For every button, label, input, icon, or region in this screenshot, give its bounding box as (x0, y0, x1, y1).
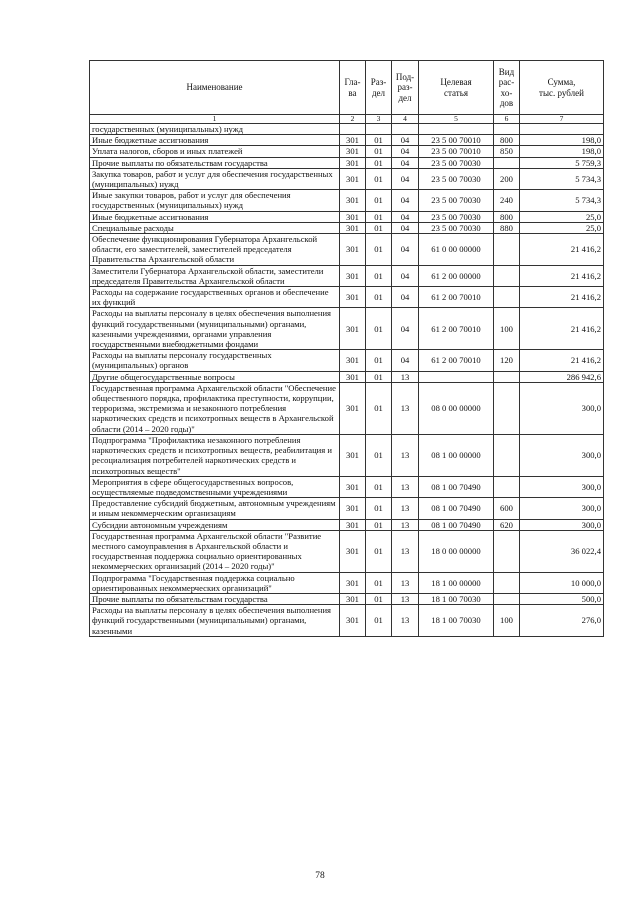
column-number: 5 (419, 115, 494, 124)
table-row (90, 287, 604, 308)
row-podrazdel: 13 (392, 382, 419, 434)
row-name: Закупка товаров, работ и услуг для обеспечения государственных (муниципальных) нужд (90, 168, 340, 189)
row-summa: 5 734,3 (520, 168, 604, 189)
row-glava: 301 (340, 168, 366, 189)
row-celevaya: 08 1 00 00000 (419, 434, 494, 476)
row-razdel: 01 (366, 350, 392, 371)
row-podrazdel: 04 (392, 190, 419, 211)
row-vid (494, 434, 520, 476)
row-razdel: 01 (366, 498, 392, 519)
row-glava: 301 (340, 593, 366, 604)
row-celevaya: 23 5 00 70030 (419, 168, 494, 189)
row-celevaya: 23 5 00 70030 (419, 222, 494, 233)
row-summa: 36 022,4 (520, 530, 604, 572)
row-razdel: 01 (366, 234, 392, 266)
row-glava: 301 (340, 382, 366, 434)
row-razdel: 01 (366, 605, 392, 637)
table-row (90, 350, 604, 371)
row-vid (494, 287, 520, 308)
table-row (90, 498, 604, 519)
row-celevaya: 23 5 00 70030 (419, 190, 494, 211)
row-glava: 301 (340, 350, 366, 371)
column-number: 3 (366, 115, 392, 124)
row-podrazdel: 04 (392, 265, 419, 286)
row-razdel: 01 (366, 572, 392, 593)
header-razdel-text: Раз- дел (370, 77, 387, 98)
row-razdel: 01 (366, 519, 392, 530)
header-podrazdel-text: Под- раз- дел (395, 71, 415, 103)
table-header-row (90, 61, 604, 115)
row-celevaya: 18 0 00 00000 (419, 530, 494, 572)
row-podrazdel: 13 (392, 593, 419, 604)
row-celevaya: 61 2 00 70010 (419, 287, 494, 308)
row-podrazdel: 04 (392, 168, 419, 189)
row-vid: 100 (494, 308, 520, 350)
row-celevaya: 61 0 00 00000 (419, 234, 494, 266)
row-vid: 850 (494, 146, 520, 157)
row-summa: 21 416,2 (520, 287, 604, 308)
header-summa-text: Сумма, тыс. рублей (539, 77, 584, 98)
row-razdel: 01 (366, 434, 392, 476)
row-glava: 301 (340, 371, 366, 382)
row-celevaya: 61 2 00 70010 (419, 308, 494, 350)
row-summa: 25,0 (520, 211, 604, 222)
row-vid: 800 (494, 211, 520, 222)
row-summa: 21 416,2 (520, 350, 604, 371)
header-celevaya-text: Целевая статья (440, 77, 472, 98)
row-summa: 21 416,2 (520, 234, 604, 266)
row-celevaya: 23 5 00 70010 (419, 135, 494, 146)
row-podrazdel: 04 (392, 287, 419, 308)
row-name: Государственная программа Архангельской области "Развитие местного самоуправления в Архангельской области и государственная поддержка социально ориентированных некоммерческих организаций (2014 – 2020 годы)" (90, 530, 340, 572)
row-podrazdel: 04 (392, 211, 419, 222)
row-razdel: 01 (366, 287, 392, 308)
header-podrazdel (392, 61, 419, 115)
row-name: Мероприятия в сфере общегосударственных вопросов, осуществляемые подведомственными учреждениями (90, 476, 340, 497)
row-vid (494, 530, 520, 572)
header-vid (494, 61, 520, 115)
row-name: Уплата налогов, сборов и иных платежей (90, 146, 340, 157)
table-row (90, 190, 604, 211)
row-razdel: 01 (366, 168, 392, 189)
table-row (90, 572, 604, 593)
table-row (90, 234, 604, 266)
row-podrazdel: 13 (392, 371, 419, 382)
table-row (90, 371, 604, 382)
row-vid (494, 234, 520, 266)
row-glava: 301 (340, 572, 366, 593)
row-glava: 301 (340, 135, 366, 146)
row-name: Иные бюджетные ассигнования (90, 135, 340, 146)
row-celevaya: 08 1 00 70490 (419, 498, 494, 519)
row-vid (494, 371, 520, 382)
row-razdel: 01 (366, 476, 392, 497)
row-summa: 300,0 (520, 519, 604, 530)
table-row (90, 146, 604, 157)
row-razdel (366, 124, 392, 135)
row-summa: 300,0 (520, 382, 604, 434)
row-razdel: 01 (366, 593, 392, 604)
row-podrazdel: 13 (392, 434, 419, 476)
row-name: Государственная программа Архангельской области "Обеспечение общественного порядка, профилактика преступности, коррупции, терроризма, экстремизма и незаконного потребления наркотических средств и психотропных веществ в Архангельской области (2014 – 2020 годы)" (90, 382, 340, 434)
row-glava: 301 (340, 222, 366, 233)
row-summa: 286 942,6 (520, 371, 604, 382)
row-summa (520, 124, 604, 135)
row-razdel: 01 (366, 135, 392, 146)
row-name: Расходы на выплаты персоналу в целях обеспечения выполнения функций государственными (муниципальными) органами, казенными (90, 605, 340, 637)
row-glava: 301 (340, 308, 366, 350)
row-razdel: 01 (366, 222, 392, 233)
row-name: государственных (муниципальных) нужд (90, 124, 340, 135)
row-celevaya: 18 1 00 70030 (419, 593, 494, 604)
header-name: Наименование (90, 61, 340, 115)
table-row (90, 605, 604, 637)
row-name: Подпрограмма "Государственная поддержка социально ориентированных некоммерческих организаций" (90, 572, 340, 593)
row-celevaya: 61 2 00 00000 (419, 265, 494, 286)
row-name: Специальные расходы (90, 222, 340, 233)
table-row (90, 124, 604, 135)
row-glava: 301 (340, 434, 366, 476)
row-podrazdel: 13 (392, 519, 419, 530)
row-glava: 301 (340, 287, 366, 308)
row-razdel: 01 (366, 211, 392, 222)
table-body (90, 124, 604, 637)
row-glava: 301 (340, 605, 366, 637)
table-row (90, 157, 604, 168)
row-glava: 301 (340, 234, 366, 266)
row-glava: 301 (340, 265, 366, 286)
table-row (90, 434, 604, 476)
table-row (90, 135, 604, 146)
row-summa: 300,0 (520, 498, 604, 519)
row-vid: 880 (494, 222, 520, 233)
row-celevaya: 23 5 00 70010 (419, 146, 494, 157)
row-name: Расходы на выплаты персоналу государственных (муниципальных) органов (90, 350, 340, 371)
row-glava: 301 (340, 498, 366, 519)
table-row (90, 308, 604, 350)
row-name: Субсидии автономным учреждениям (90, 519, 340, 530)
row-vid: 200 (494, 168, 520, 189)
row-celevaya (419, 124, 494, 135)
row-podrazdel: 04 (392, 157, 419, 168)
header-glava (340, 61, 366, 115)
column-number: 2 (340, 115, 366, 124)
row-name: Прочие выплаты по обязательствам государства (90, 593, 340, 604)
row-celevaya (419, 371, 494, 382)
table-row (90, 265, 604, 286)
row-vid: 620 (494, 519, 520, 530)
table-row (90, 530, 604, 572)
row-vid: 100 (494, 605, 520, 637)
table-row (90, 222, 604, 233)
column-number: 7 (520, 115, 604, 124)
row-podrazdel: 13 (392, 605, 419, 637)
table-row (90, 168, 604, 189)
row-summa: 5 759,3 (520, 157, 604, 168)
row-podrazdel: 04 (392, 234, 419, 266)
row-razdel: 01 (366, 530, 392, 572)
row-name: Прочие выплаты по обязательствам государства (90, 157, 340, 168)
table-row (90, 211, 604, 222)
row-summa: 300,0 (520, 476, 604, 497)
row-vid (494, 382, 520, 434)
row-glava: 301 (340, 190, 366, 211)
row-podrazdel (392, 124, 419, 135)
row-summa: 25,0 (520, 222, 604, 233)
page-number: 78 (315, 871, 325, 881)
row-summa: 500,0 (520, 593, 604, 604)
row-podrazdel: 04 (392, 350, 419, 371)
row-summa: 21 416,2 (520, 265, 604, 286)
table-row (90, 593, 604, 604)
row-name: Подпрограмма "Профилактика незаконного потребления наркотических средств и психотропных веществ, реабилитация и ресоциализация потребителей наркотических средств и психотропных веществ" (90, 434, 340, 476)
row-vid (494, 593, 520, 604)
row-podrazdel: 04 (392, 135, 419, 146)
row-razdel: 01 (366, 308, 392, 350)
header-celevaya (419, 61, 494, 115)
row-summa: 300,0 (520, 434, 604, 476)
column-number: 1 (90, 115, 340, 124)
header-vid-text: Вид рас- хо- дов (498, 66, 515, 108)
row-vid (494, 572, 520, 593)
table-row (90, 382, 604, 434)
table-row (90, 476, 604, 497)
row-podrazdel: 13 (392, 498, 419, 519)
row-razdel: 01 (366, 371, 392, 382)
row-vid (494, 265, 520, 286)
row-glava: 301 (340, 157, 366, 168)
row-celevaya: 61 2 00 70010 (419, 350, 494, 371)
row-razdel: 01 (366, 382, 392, 434)
row-vid (494, 476, 520, 497)
row-glava: 301 (340, 530, 366, 572)
row-razdel: 01 (366, 157, 392, 168)
row-celevaya: 23 5 00 70030 (419, 157, 494, 168)
row-vid: 240 (494, 190, 520, 211)
row-podrazdel: 04 (392, 222, 419, 233)
row-name: Предоставление субсидий бюджетным, автономным учреждениям и иным некоммерческим организациям (90, 498, 340, 519)
row-summa: 276,0 (520, 605, 604, 637)
row-name: Иные бюджетные ассигнования (90, 211, 340, 222)
row-razdel: 01 (366, 146, 392, 157)
column-number: 6 (494, 115, 520, 124)
row-celevaya: 08 0 00 00000 (419, 382, 494, 434)
row-name: Заместители Губернатора Архангельской области, заместители председателя Правительства Архангельской области (90, 265, 340, 286)
header-razdel (366, 61, 392, 115)
row-summa: 21 416,2 (520, 308, 604, 350)
row-summa: 10 000,0 (520, 572, 604, 593)
row-name: Обеспечение функционирования Губернатора Архангельской области, его заместителей, заместителей председателя Правительства Архангельской области (90, 234, 340, 266)
table-row (90, 519, 604, 530)
row-celevaya: 23 5 00 70030 (419, 211, 494, 222)
row-glava: 301 (340, 476, 366, 497)
row-celevaya: 08 1 00 70490 (419, 519, 494, 530)
column-number: 4 (392, 115, 419, 124)
header-glava-text: Гла- ва (344, 77, 361, 98)
row-vid: 600 (494, 498, 520, 519)
row-vid: 120 (494, 350, 520, 371)
row-celevaya: 18 1 00 70030 (419, 605, 494, 637)
row-vid: 800 (494, 135, 520, 146)
row-glava: 301 (340, 519, 366, 530)
row-glava (340, 124, 366, 135)
row-vid (494, 124, 520, 135)
row-celevaya: 18 1 00 00000 (419, 572, 494, 593)
header-summa (520, 61, 604, 115)
row-name: Иные закупки товаров, работ и услуг для обеспечения государственных (муниципальных) нужд (90, 190, 340, 211)
row-name: Расходы на содержание государственных органов и обеспечение их функций (90, 287, 340, 308)
row-podrazdel: 04 (392, 146, 419, 157)
row-podrazdel: 13 (392, 572, 419, 593)
row-podrazdel: 13 (392, 476, 419, 497)
row-podrazdel: 13 (392, 530, 419, 572)
column-number-row (90, 115, 604, 124)
row-glava: 301 (340, 146, 366, 157)
row-podrazdel: 04 (392, 308, 419, 350)
row-glava: 301 (340, 211, 366, 222)
row-name: Другие общегосударственные вопросы (90, 371, 340, 382)
budget-table (89, 60, 604, 637)
row-celevaya: 08 1 00 70490 (419, 476, 494, 497)
row-name: Расходы на выплаты персоналу в целях обеспечения выполнения функций государственными (муниципальными) органами, казенными учреждениями, органами управления государственными внебюджетными фондами (90, 308, 340, 350)
row-summa: 5 734,3 (520, 190, 604, 211)
row-razdel: 01 (366, 190, 392, 211)
row-vid (494, 157, 520, 168)
row-razdel: 01 (366, 265, 392, 286)
row-summa: 198,0 (520, 146, 604, 157)
row-summa: 198,0 (520, 135, 604, 146)
